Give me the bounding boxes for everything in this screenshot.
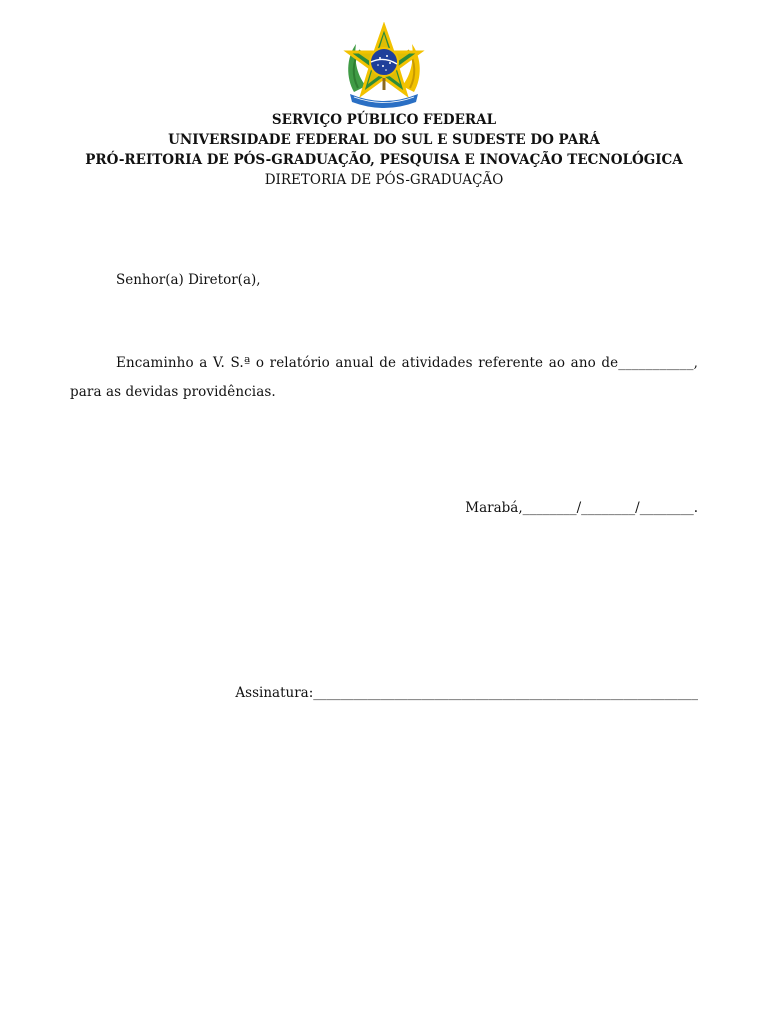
header-line-university: UNIVERSIDADE FEDERAL DO SUL E SUDESTE DO PARÁ bbox=[168, 132, 600, 148]
letter-date-line: Marabá,________/________/________. bbox=[465, 500, 698, 516]
letter-body: Encaminho a V. S.ª o relatório anual de atividades referente ao ano de___________, para as devidas providências. bbox=[70, 355, 698, 400]
header-line-service: SERVIÇO PÚBLICO FEDERAL bbox=[271, 112, 497, 128]
emblem-sword bbox=[383, 78, 386, 90]
header-line-pro-rectory: PRÓ-REITORIA DE PÓS-GRADUAÇÃO, PESQUISA E INOVAÇÃO TECNOLÓGICA bbox=[85, 152, 683, 168]
letter-signature-line: Assinatura:_________________________________________________________ bbox=[235, 685, 698, 701]
letter-salutation: Senhor(a) Diretor(a), bbox=[116, 272, 261, 288]
emblem-sky bbox=[370, 48, 398, 76]
coat-of-arms-icon bbox=[340, 22, 428, 108]
header-line-directorate: DIRETORIA DE PÓS-GRADUAÇÃO bbox=[264, 172, 504, 188]
document-header bbox=[0, 110, 768, 190]
